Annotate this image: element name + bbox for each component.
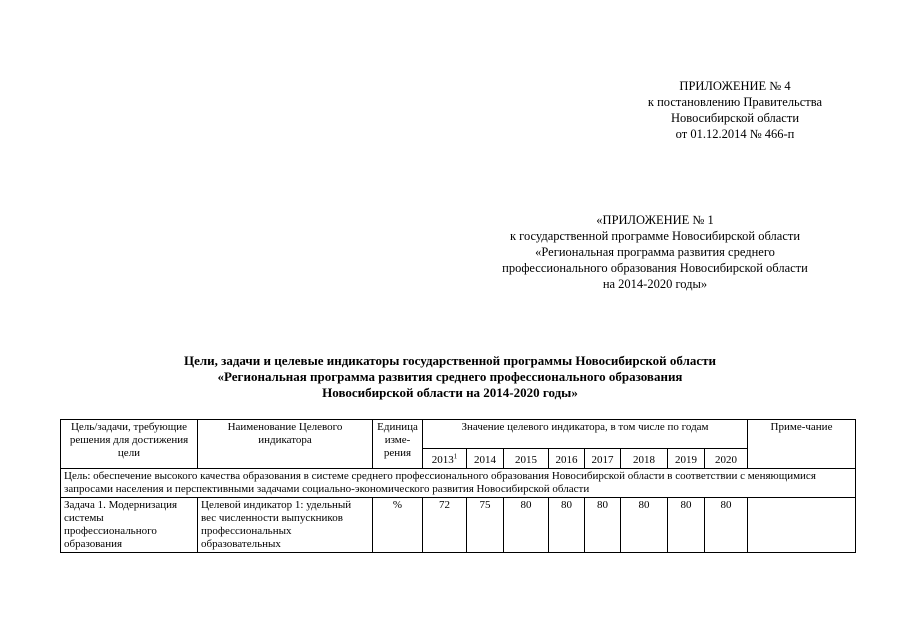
appendix-4-header	[600, 78, 870, 142]
year-2014: 2014	[467, 449, 504, 469]
appendix-4-line-2: к постановлению Правительства	[647, 95, 823, 109]
appendix-1-line-5: на 2014-2020 годы»	[602, 277, 708, 291]
value-2016: 80	[549, 498, 585, 553]
appendix-1-line-3: «Региональная программа развития среднего	[535, 245, 775, 259]
header-unit: Единица изме-рения	[373, 420, 423, 469]
year-2019: 2019	[668, 449, 705, 469]
document-title	[80, 353, 820, 401]
title-line-2: «Региональная программа развития среднего профессионального образования	[217, 369, 683, 384]
note-cell	[748, 498, 856, 553]
year-2015: 2015	[504, 449, 549, 469]
value-2013: 72	[423, 498, 467, 553]
year-2013-footnote: 1	[453, 452, 458, 461]
year-2013-label: 2013	[431, 454, 454, 466]
title-line-1: Цели, задачи и целевые индикаторы государственной программы Новосибирской области	[183, 353, 717, 368]
year-2013	[423, 449, 467, 469]
table-row	[61, 498, 856, 553]
year-2017: 2017	[585, 449, 621, 469]
header-row	[61, 420, 856, 449]
title-line-3: Новосибирской области на 2014-2020 годы»	[322, 385, 578, 400]
appendix-4-line-3: Новосибирской области	[670, 111, 800, 125]
value-2015: 80	[504, 498, 549, 553]
header-note: Приме-чание	[748, 420, 856, 469]
year-2016: 2016	[549, 449, 585, 469]
indicators-table	[60, 419, 856, 553]
year-2018: 2018	[621, 449, 668, 469]
appendix-1-line-1: «ПРИЛОЖЕНИЕ № 1	[596, 213, 714, 227]
appendix-1-line-4: профессионального образования Новосибирской области	[502, 261, 808, 275]
indicator-cell: Целевой индикатор 1: удельный вес численности выпускников профессиональных образовательных	[198, 498, 373, 553]
value-2014: 75	[467, 498, 504, 553]
appendix-1-line-2: к государственной программе Новосибирской области	[509, 229, 801, 243]
goal-row	[61, 469, 856, 498]
value-2019: 80	[668, 498, 705, 553]
value-2020: 80	[705, 498, 748, 553]
header-indicator-name: Наименование Целевого индикатора	[198, 420, 373, 469]
year-2020: 2020	[705, 449, 748, 469]
appendix-4-line-1: ПРИЛОЖЕНИЕ № 4	[679, 79, 791, 93]
value-2017: 80	[585, 498, 621, 553]
appendix-1-header	[455, 212, 855, 292]
appendix-4-line-4: от 01.12.2014 № 466-п	[675, 127, 795, 141]
header-goal-tasks: Цель/задачи, требующие решения для достижения цели	[61, 420, 198, 469]
goal-text: Цель: обеспечение высокого качества образования в системе среднего профессионального образования Новосибирской области в соответствии с меняющимися запросами населения и перспективными задачами социально-экономического развития Новосибирской области	[61, 469, 856, 498]
task-cell: Задача 1. Модернизация системы профессионального образования	[61, 498, 198, 553]
unit-cell: %	[373, 498, 423, 553]
value-2018: 80	[621, 498, 668, 553]
header-value: Значение целевого индикатора, в том числе по годам	[423, 420, 748, 449]
